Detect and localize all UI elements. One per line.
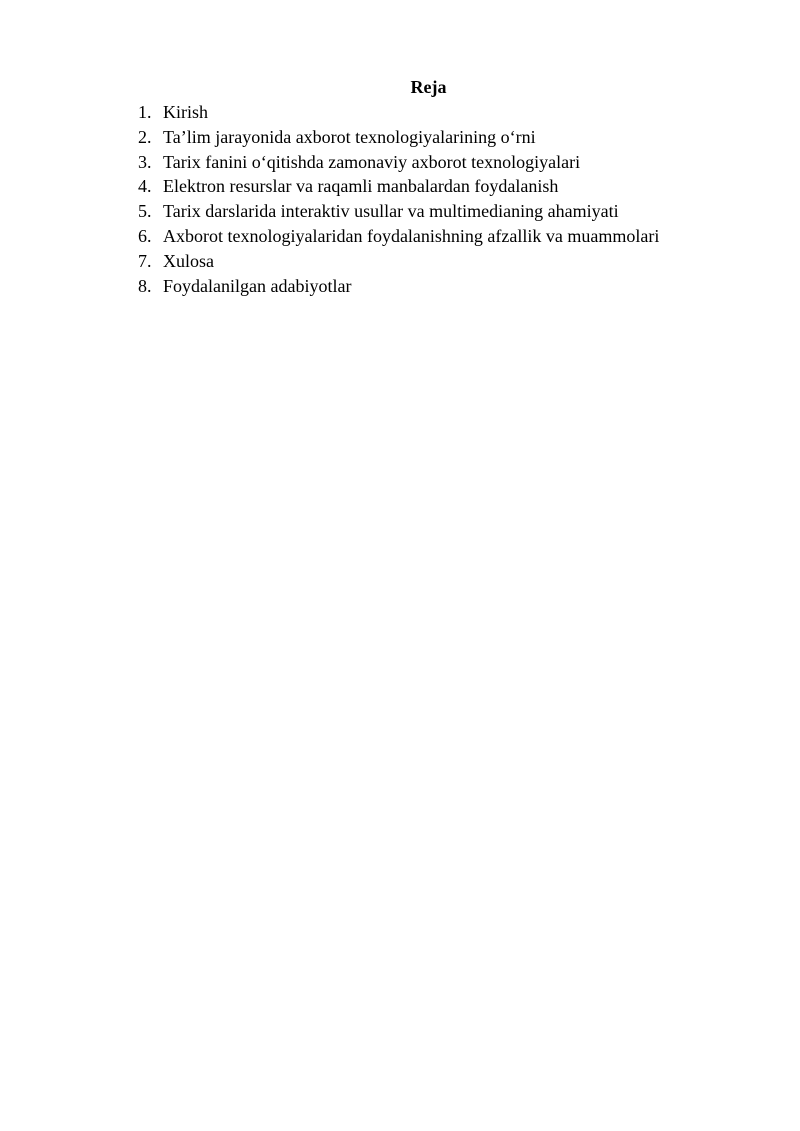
list-item (138, 199, 659, 224)
list-item-text: Ta’lim jarayonida axborot texnologiyalarining o‘rni (163, 126, 536, 147)
list-item-text: Tarix darslarida interaktiv usullar va multimedianing ahamiyati (163, 201, 619, 222)
list-item (138, 125, 659, 150)
list-item-number: 5. (138, 201, 152, 222)
list-item-text: Xulosa (163, 250, 214, 271)
list-item (138, 174, 659, 199)
list-item (138, 150, 659, 175)
list-item (138, 274, 659, 299)
list-item-number: 6. (138, 225, 152, 246)
list-item-text: Elektron resurslar va raqamli manbalardan foydalanish (163, 176, 559, 197)
list-item-number: 3. (138, 151, 152, 172)
list-item-number: 4. (138, 176, 152, 197)
plan-list (138, 100, 659, 298)
list-item-number: 2. (138, 126, 152, 147)
list-item-text: Axborot texnologiyalaridan foydalanishning afzallik va muammolari (163, 225, 660, 246)
list-item (138, 249, 659, 274)
list-item-number: 8. (138, 275, 152, 296)
list-item-number: 1. (138, 102, 152, 122)
list-item-text: Foydalanilgan adabiyotlar (163, 275, 352, 296)
list-item-number: 7. (138, 250, 152, 271)
list-item-text: Kirish (163, 102, 208, 122)
list-item (138, 224, 659, 249)
list-item-text: Tarix fanini o‘qitishda zamonaviy axborot texnologiyalari (163, 151, 581, 172)
page-title: Reja (410, 77, 447, 97)
list-item (138, 100, 659, 125)
